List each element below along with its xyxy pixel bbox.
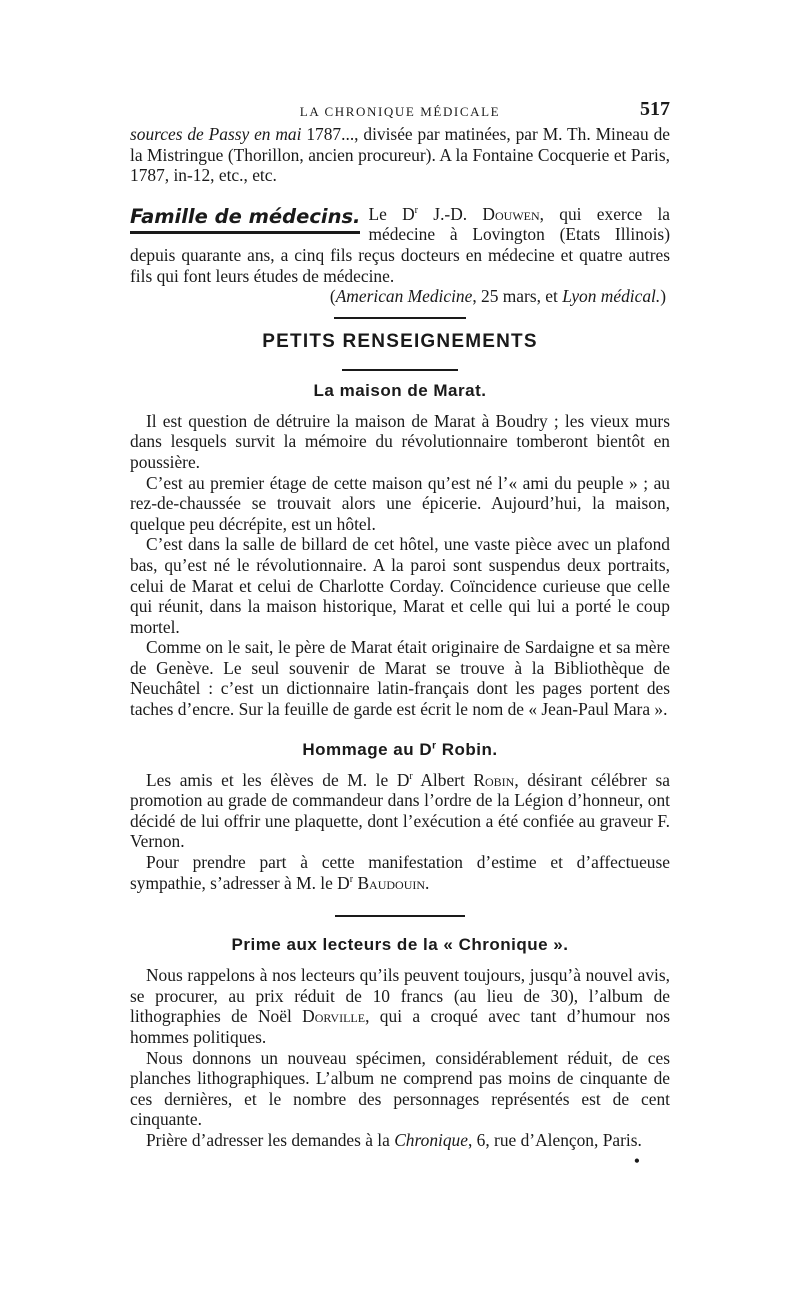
- page-number: 517: [640, 98, 670, 120]
- running-title: LA CHRONIQUE MÉDICALE: [299, 104, 501, 119]
- divider-rule-short: [342, 369, 458, 371]
- bullet-mark: •: [633, 1150, 640, 1171]
- cite-journal-1: American Medicine: [335, 286, 473, 307]
- robin-p2-c: .: [425, 872, 430, 893]
- section-title: PETITS RENSEIGNEMENTS: [262, 330, 538, 352]
- prime-p3-italic: Chronique: [394, 1129, 468, 1150]
- robin-heading-sup: r: [432, 740, 437, 751]
- marat-paragraph-4: Comme on le sait, le père de Marat était originaire de Sardaigne et sa mère de Genève. Le seul souvenir de Marat se trouve à la Bibliothèque de Neuchâtel : c’est un dictionnaire latin-français dont les pages portent des taches d’encre. Sur la feuille de garde est écrit le nom de « Jean-Paul Mara ».: [130, 637, 670, 720]
- prime-p1-name: Dorville: [302, 1006, 366, 1027]
- cite-open: (: [329, 286, 336, 307]
- marat-paragraph-3: C’est dans la salle de billard de cet hôtel, une vaste pièce avec un plafond bas, qu’est né le révolutionnaire. A la paroi sont suspendus deux portraits, celui de Marat et celui de Charlotte Corday. Coïncidence curieuse que celle qui réunit, dans la maison historique, Marat et celle qui lui a porté le coup mortel.: [130, 534, 670, 637]
- robin-p2-a: Pour prendre part à cette manifestation d’estime et d’affectueuse sympathie, s’adresser à M. le D: [130, 852, 670, 893]
- running-head: [130, 98, 670, 124]
- famille-text-1: Le D: [368, 203, 415, 224]
- famille-section: [130, 204, 670, 307]
- intro-text: 1787..., divisée par matinées, par M. Th. Mineau de la Mistringue (Thorillon, ancien procureur). A la Fontaine Cocquerie et Paris, 1787, in-12, etc., etc.: [130, 124, 671, 186]
- robin-heading: [130, 740, 670, 760]
- cite-close: ): [660, 286, 666, 307]
- marat-paragraph-2: C’est au premier étage de cette maison qu’est né l’« ami du peuple » ; au rez-de-chaussée se trouvait alors une épicerie. Aujourd’hui, la maison, quelque peu décrépite, est un hôtel.: [130, 472, 670, 534]
- robin-heading-name: Robin.: [436, 739, 498, 759]
- famille-name: Douwen: [482, 203, 540, 224]
- cite-text: , 25 mars, et: [472, 286, 563, 307]
- prime-p1-b: , qui a croqué avec tant d’humour nos hommes politiques.: [130, 1006, 670, 1047]
- prime-paragraph-2: Nous donnons un nouveau spécimen, considérablement réduit, de ces planches lithographiques. L’album ne comprend pas moins de cinquante de ces dernières, et le nombre des personnages représentés est de cent cinquante.: [130, 1047, 670, 1130]
- robin-p1-sup: r: [409, 770, 413, 782]
- prime-paragraph-3: [130, 1129, 670, 1171]
- prime-p3-a: Prière d’adresser les demandes à la: [146, 1129, 395, 1150]
- prime-p1-a: Nous rappelons à nos lecteurs qu’ils peuvent toujours, jusqu’à nouvel avis, se procurer, au prix réduit de 10 francs (au lieu de 30), l’album de lithographies de Noël: [130, 965, 670, 1027]
- famille-text-3: , qui exerce la médecine à Lovington (Etats Illinois) depuis quarante ans, a cinq fils reçus docteurs en médecine et quatre autres fils qui font leurs études de médecine.: [130, 203, 671, 286]
- robin-paragraph-1: [130, 770, 670, 852]
- prime-p3-b: , 6, rue d’Alençon, Paris.: [467, 1129, 642, 1150]
- intro-paragraph: [130, 124, 670, 186]
- famille-sup: r: [414, 204, 419, 216]
- famille-text-2: J.-D.: [418, 203, 483, 224]
- robin-p2-sup: r: [349, 873, 354, 885]
- robin-p1-c: , désirant célébrer sa promotion au grade de commandeur dans l’ordre de la Légion d’honneur, ont décidé de lui offrir une plaquette, dont l’exécution a été confiée au graveur F. Vernon.: [130, 769, 671, 852]
- robin-paragraph-2: [130, 852, 670, 893]
- robin-heading-text: Hommage au D: [302, 739, 433, 759]
- prime-heading: Prime aux lecteurs de la « Chronique ».: [231, 935, 569, 955]
- marat-heading: La maison de Marat.: [313, 380, 487, 400]
- page: [130, 98, 670, 1171]
- intro-italic: sources de Passy en mai: [130, 124, 302, 144]
- robin-p1-name: Robin: [473, 769, 515, 790]
- cite-journal-2: Lyon médical.: [562, 286, 661, 307]
- robin-p1-b: Albert: [412, 769, 474, 790]
- divider-rule: [334, 317, 466, 319]
- famille-citation: [130, 286, 670, 307]
- robin-p1-a: Les amis et les élèves de M. le D: [146, 769, 410, 790]
- marat-paragraph-1: Il est question de détruire la maison de Marat à Boudry ; les vieux murs dans lesquels survit la mémoire du révolutionnaire tomberont bientôt en poussière.: [130, 410, 670, 472]
- famille-heading: Famille de médecins.: [130, 204, 360, 234]
- divider-rule-2: [335, 915, 465, 917]
- prime-paragraph-1: [130, 965, 670, 1047]
- robin-p2-name: Baudouin: [357, 872, 426, 893]
